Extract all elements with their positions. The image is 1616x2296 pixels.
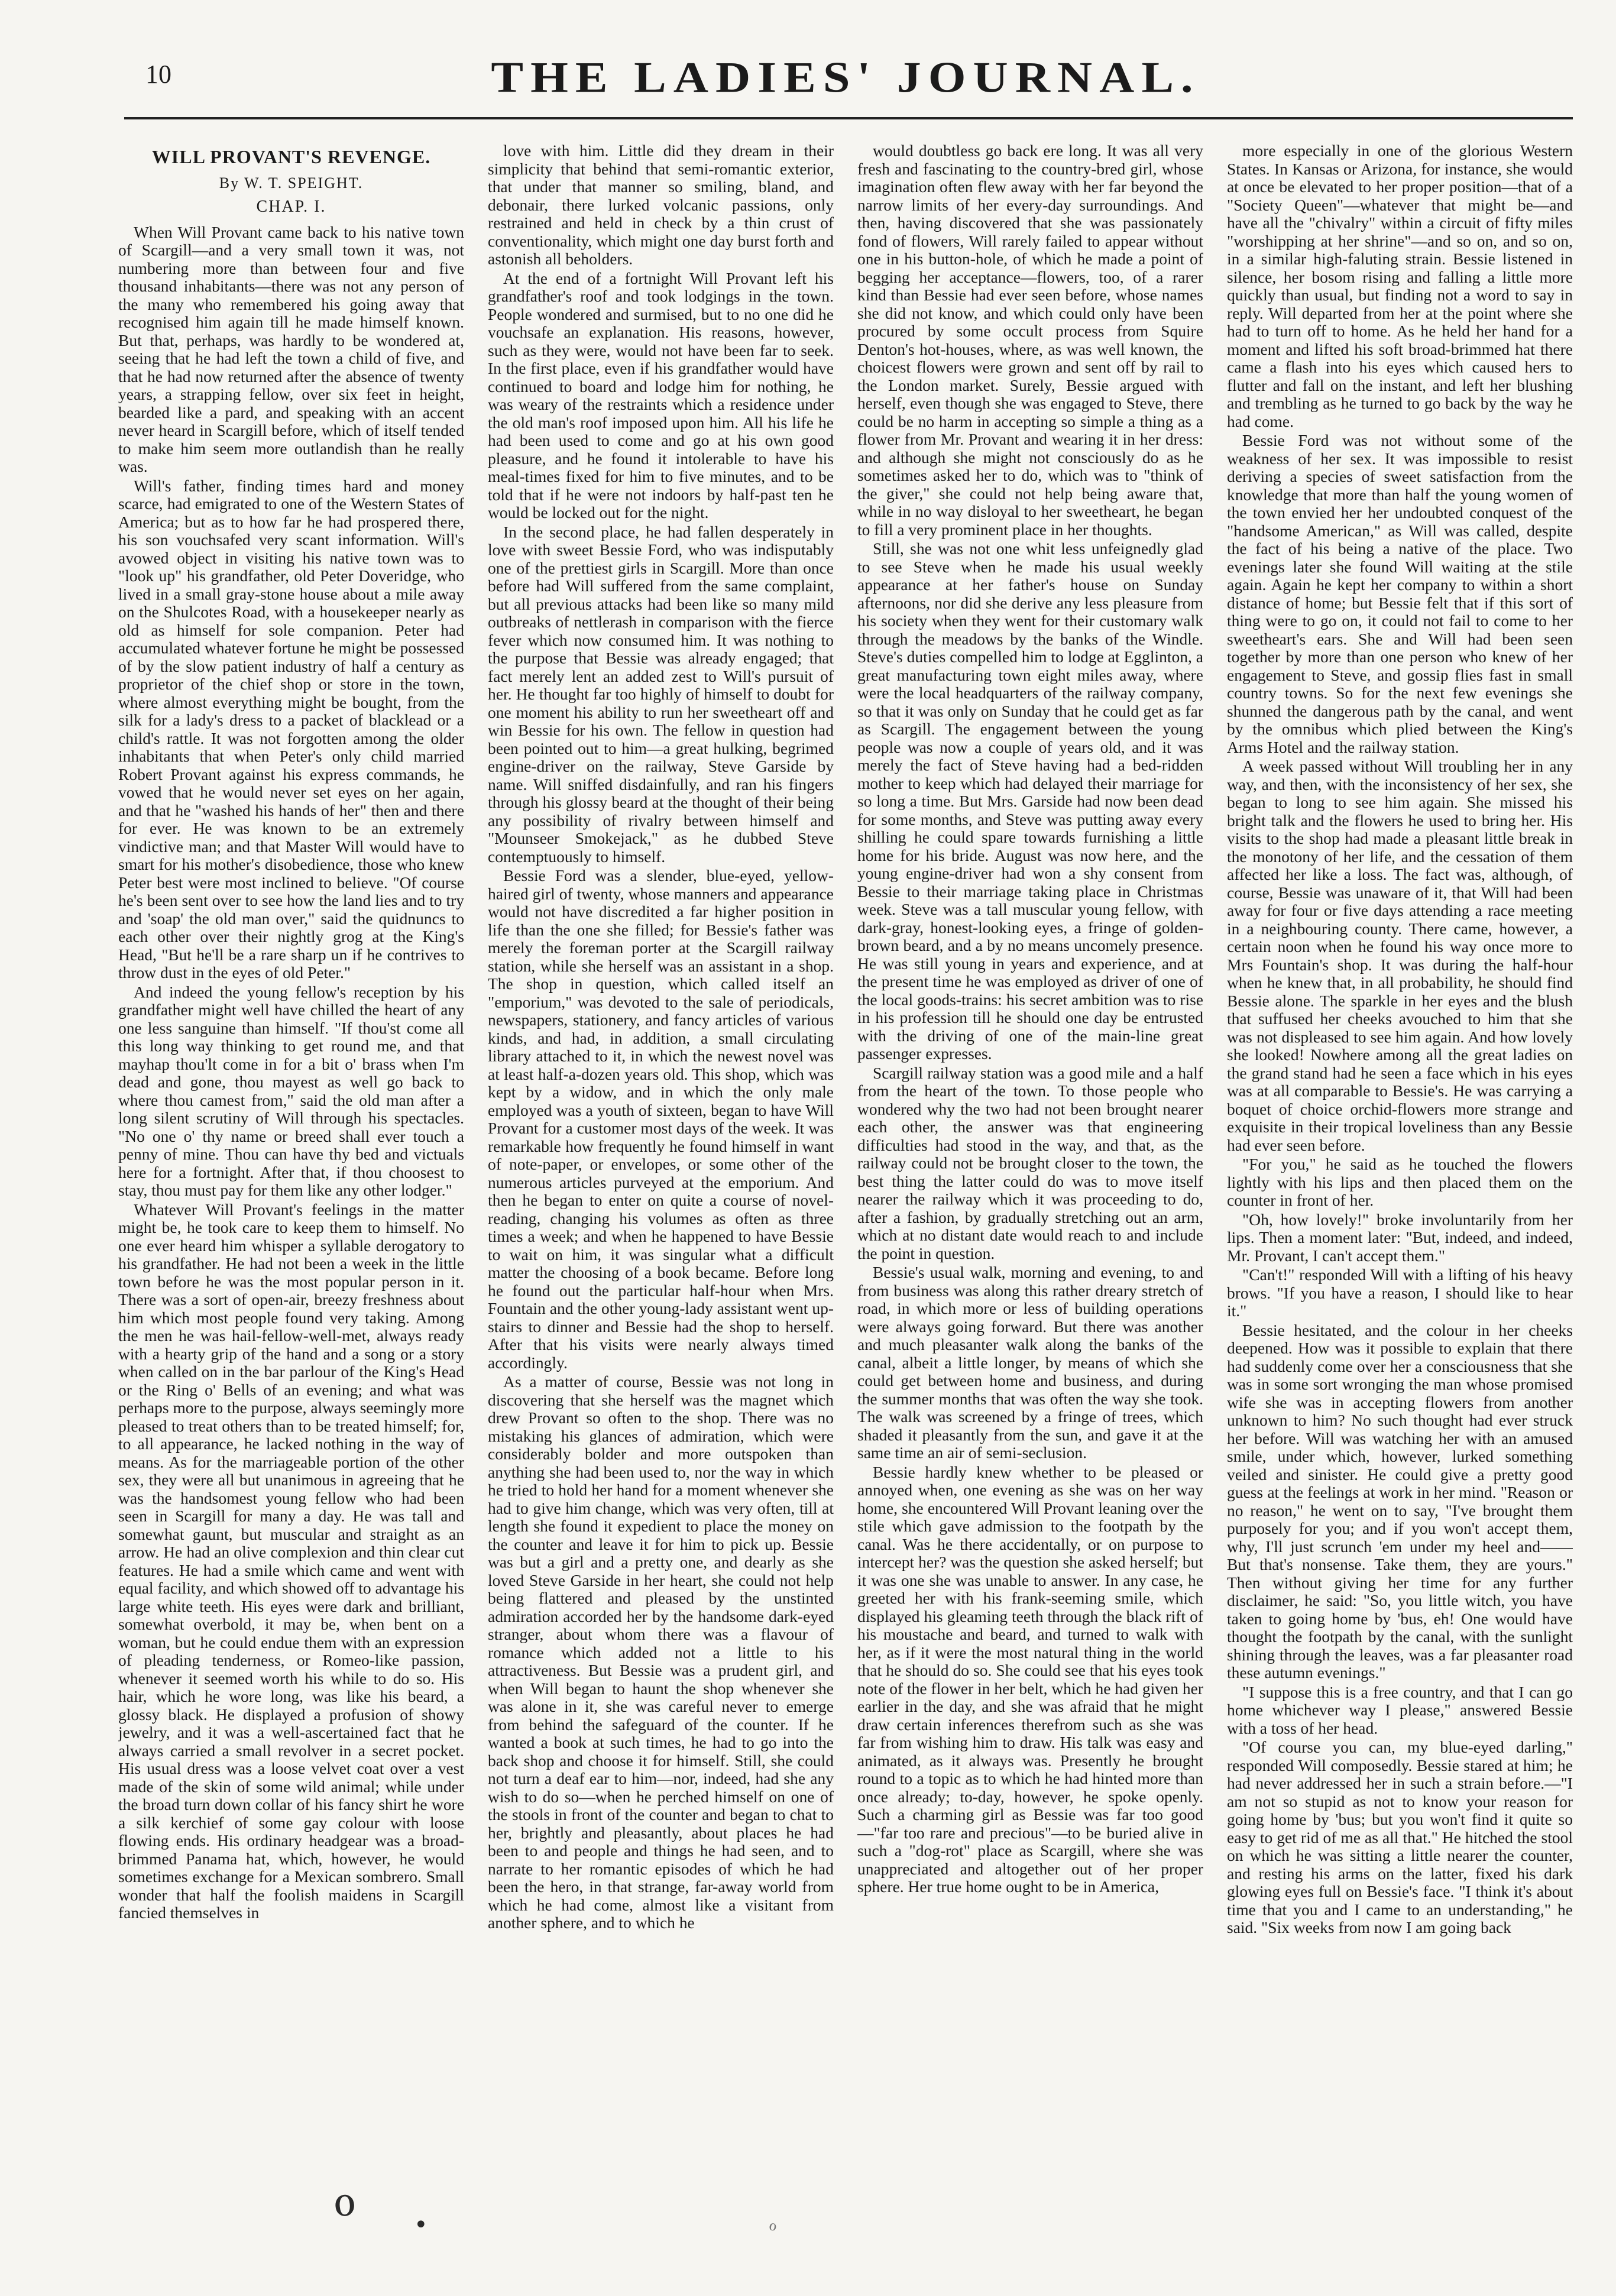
paragraph: Bessie hardly knew whether to be pleased or annoyed when, one evening as she was on her way home, she encountered Will Provant leaning over the stile which gave admission to the footpath by the canal. Was he there accidentally, or on purpose to intercept her? was the question she asked herself; but it was one she was unable to answer. In any case, he greeted her with his frank-seeming smile, which displayed his gleaming teeth through the black rift of his moustache and beard, and turned to walk with her, as if it were the most natural thing in the world that he should do so. She could see that his eyes took note of the flower in her belt, which he had given her earlier in the day, and she was afraid that he might draw certain inferences therefrom such as she was far from wishing him to draw. His talk was easy and animated, as it always was. Presently he brought round to a topic as to which he had hinted more than once already; to-day, however, he spoke openly. Such a charming girl as Bessie was far too good—"far too rare and precious"—to be buried alive in such a "dog-rot" place as Scargill, where she was unappreciated and altogether out of her proper sphere. Her true home ought to be in America, <box>857 1462 1203 1896</box>
ink-mark: ℴ <box>769 2214 777 2235</box>
paragraph: Bessie Ford was a slender, blue-eyed, yellow-haired girl of twenty, whose manners and appearance would not have discredited a far higher position in life than the one she filled; for Bessie's father was merely the foreman porter at the Scargill railway station, while she herself was an assistant in a shop. The shop in question, which called itself an "emporium," was devoted to the sale of periodicals, newspapers, stationery, and fancy articles of various kinds, and had, in addition, a small circulating library attached to it, in which the newest novel was at least half-a-dozen years old. This shop, which was kept by a widow, and in which the only male employed was a youth of sixteen, began to have Will Provant for a customer most days of the week. It was remarkable how frequently he found himself in want of note-paper, or envelopes, or some other of the numerous articles purveyed at the emporium. And then he began to enter on quite a course of novel-reading, changing his volumes as often as three times a week; and when he happened to have Bessie to wait on him, it was singular what a difficult matter the choosing of a book became. Before long he found out the particular half-hour when Mrs. Fountain and the other young-lady assistant went up-stairs to dinner and Bessie had the shop to herself. After that his visits were nearly always timed accordingly. <box>488 866 834 1372</box>
paragraph: would doubtless go back ere long. It was all very fresh and fascinating to the country-bred girl, whose imagination often flew away with her far beyond the narrow limits of her every-day surroundings. And then, having discovered that she was passionately fond of flowers, Will rarely failed to appear without one in his button-hole, of which he made a point of begging her acceptance—flowers, too, of a rarer kind than Bessie had ever seen before, whose names she did not know, and which could only have been procured by some occult process from Squire Denton's hot-houses, where, as was well known, the choicest flowers were grown and sent off by rail to the London market. Surely, Bessie argued with herself, even though she was engaged to Steve, there could be no harm in accepting so simple a thing as a flower from Mr. Provant and wearing it in her dress: and although she might not consciously do as he sometimes asked her to do, which was to "think of the giver," she could not help being aware that, while in no way disloyal to her sweetheart, he began to fill a very prominent place in her thoughts. <box>857 142 1203 539</box>
paragraph: Still, she was not one whit less unfeignedly glad to see Steve when he made his usual weekly appearance at her father's house on Sunday afternoons, nor did she derive any less pleasure from his society when they went for their customary walk through the meadows by the banks of the Windle. Steve's duties compelled him to lodge at Egglinton, a great manufacturing town eight miles away, where were the local headquarters of the railway company, so that it was only on Sunday that he could get as far as Scargill. The engagement between the young people was now a couple of years old, and it was merely the fact of Steve having had a bed-ridden mother to keep which had delayed their marriage for so long a time. But Mrs. Garside had now been dead for some months, and Steve was putting away every shilling he could spare towards furnishing a little home for his bride. August was now here, and the young engine-driver had won a shy consent from Bessie to their marriage taking place in Christmas week. Steve was a tall muscular young fellow, with dark-gray, honest-looking eyes, a fringe of golden-brown beard, and a by no means uncomely presence. He was still young in years and experience, and at the present time he was employed as driver of one of the local goods-trains: his secret ambition was to rise in his profession till he should one day be entrusted with the driving of one of the main-line great passenger expresses. <box>857 539 1203 1063</box>
column-1 <box>118 142 464 2247</box>
column-2 <box>488 142 834 2247</box>
paragraph: At the end of a fortnight Will Provant left his grandfather's roof and took lodgings in the town. People wondered and surmised, but to no one did he vouchsafe an explanation. His reasons, however, such as they were, would not have been far to seek. In the first place, even if his grandfather would have continued to board and lodge him for nothing, he was weary of the restraints which a residence under the old man's roof imposed upon him. All his life he had been used to come and go at his own good pleasure, and he found it intolerable to have his meal-times fixed for him to five minutes, and to be told that if he were not indoors by half-past ten he would be locked out for the night. <box>488 268 834 522</box>
column-4 <box>1227 142 1573 2247</box>
story-title: WILL PROVANT'S REVENGE. <box>151 146 431 167</box>
paragraph: Bessie's usual walk, morning and evening, to and from business was along this rather dreary stretch of road, in which more or less of building operations were always going forward. But there was another and much pleasanter walk along the banks of the canal, albeit a little longer, by means of which she could get between home and business, and during the summer months that was often the way she took. The walk was screened by a fringe of trees, which shaded it pleasantly from the sun, and gave it at the same time an air of semi-seclusion. <box>857 1263 1203 1462</box>
paragraph: Will's father, finding times hard and money scarce, had emigrated to one of the Western States of America; but as to how far he had prospered there, his son vouchsafed very scant information. Will's avowed object in visiting his native town was to "look up" his grandfather, old Peter Doveridge, who lived in a small gray-stone house about a mile away on the Shulcotes Road, with a housekeeper nearly as old as himself for sole companion. Peter had accumulated whatever fortune he might be possessed of by the slow patient industry of half a century as proprietor of the chief shop or store in the town, where almost everything might be bought, from the silk for a lady's dress to a packet of blacklead or a child's rattle. It was not forgotten among the older inhabitants that when Peter's only child married Robert Provant against his express commands, he vowed that he would never set eyes on her again, and that he "washed his hands of her" then and there for ever. He was known to be an extremely vindictive man; and that Master Will would have to smart for his mother's disobedience, those who knew Peter best were most inclined to believe. "Of course he's been sent over to see how the land lies and to try and 'soap' the old man over," said the quidnuncs to each other over their nightly grog at the King's Head, "But he'll be a rare sharp un if he contrives to throw dust in the eyes of old Peter." <box>118 476 464 982</box>
ink-dot: • <box>414 2211 428 2239</box>
header-rule <box>124 117 1573 119</box>
paragraph: Scargill railway station was a good mile and a half from the heart of the town. To those people who wondered why the two had not been brought nearer each other, the answer was that engineering difficulties had stood in the way, and that, as the railway could not be brought closer to the town, the best thing the latter could do was to move itself nearer the railway which it was proceeding to do, after a fashion, by gradually stretching out an arm, which at no distant date would reach to and include the point in question. <box>857 1063 1203 1262</box>
paragraph: Bessie hesitated, and the colour in her cheeks deepened. How was it possible to explain that there had suddenly come over her a consciousness that she was in some sort wronging the man whose promised wife she was in accepting flowers from another unknown to him? No such thought had ever struck her before. Will was watching her with an amused smile, under which, however, lurked something veiled and sinister. He could give a pretty good guess at the feelings at work in her mind. "Reason or no reason," he went on to say, "I've brought them purposely for you; and if you won't accept them, why, I'll just scrunch 'em under my heel and—— But that's nonsense. Take them, they are yours." Then without giving her time for any further disclaimer, he said: "So, you little witch, you have taken to going home by 'bus, eh! One would have thought the footpath by the canal, with the sunlight shining through the leaves, was a far pleasanter road these autumn evenings." <box>1227 1320 1573 1682</box>
paragraph: As a matter of course, Bessie was not long in discovering that she herself was the magnet which drew Provant so often to the shop. There was no mistaking his glances of admiration, which were considerably bolder and more outspoken than anything she had been used to, nor the way in which he tried to hold her hand for a moment whenever she had to give him change, which was very often, till at length she found it expedient to place the money on the counter and leave it for him to pick up. Bessie was but a girl and a pretty one, and dearly as she loved Steve Garside in her heart, she could not help being flattered and pleased by the unstinted admiration accorded her by the handsome dark-eyed stranger, about whom there was a flavour of romance which added not a little to his attractiveness. But Bessie was a prudent girl, and when Will began to haunt the shop whenever she was alone in it, she was careful never to emerge from behind the safeguard of the counter. If he wanted a book at such times, he had to go into the back shop and choose it for himself. Still, she could not turn a deaf ear to him—nor, indeed, had she any wish to do so—when he perched himself on one of the stools in front of the counter and began to chat to her, brightly and pleasantly, about places he had been to and people and things he had seen, and to narrate to her romantic episodes of which he had been the hero, in that strange, far-away world from which he had come, almost like a visitant from another sphere, and to which he <box>488 1372 834 1932</box>
paragraph: When Will Provant came back to his native town of Scargill—and a very small town it was, not numbering more than between four and five thousand inhabitants—there was not any person of the many who remembered his going away that recognised him again till he made himself known. But that, perhaps, was hardly to be wondered at, seeing that he had left the town a child of five, and that he had now returned after the absence of twenty years, a strapping fellow, over six feet in height, bearded like a pard, and speaking with an accent never heard in Scargill before, which of itself tended to make him seem more outlandish than he really was. <box>118 222 464 475</box>
chapter-heading: CHAP. I. <box>256 197 326 216</box>
story-byline: By W. T. SPEIGHT. <box>219 174 364 192</box>
paragraph: "I suppose this is a free country, and that I can go home whichever way I please," answered Bessie with a toss of her head. <box>1227 1682 1573 1737</box>
newspaper-page <box>118 41 1573 2265</box>
paragraph: more especially in one of the glorious Western States. In Kansas or Arizona, for instance, she would at once be elevated to her proper position—that of a "Society Queen"—whatever that might be—and have all the "chivalry" within a circuit of fifty miles "worshipping at her shrine"—and so on, and so on, in a similar high-faluting strain. Bessie listened in silence, her bosom rising and falling a little more quickly than usual, but finding not a word to say in reply. Will departed from her at the point where she had to turn off to home. As he held her hand for a moment and lifted his soft broad-brimmed hat there came a flash into his eyes which caused hers to flutter and fall on the instant, and left her blushing and trembling as he turned to go back by the way he had come. <box>1227 142 1573 430</box>
journal-title: THE LADIES' JOURNAL. <box>491 53 1200 102</box>
paragraph: A week passed without Will troubling her in any way, and then, with the inconsistency of her sex, she began to long to see him again. She missed his bright talk and the flowers he used to bring her. His visits to the shop had made a pleasant little break in the monotony of her life, and the cessation of them affected her like a loss. The fact was, although, of course, Bessie was unaware of it, that Will had been away for four or five days attending a race meeting in a neighbouring county. There came, however, a certain noon when he found his way once more to Mrs Fountain's shop. It was during the half-hour when he knew that, in all probability, he should find Bessie alone. The sparkle in her eyes and the blush that suffused her cheeks avouched to him that she was not displeased to see him again. And how lovely she looked! Nowhere among all the great ladies on the grand stand had he seen a face which in his eyes was at all comparable to Bessie's. He was carrying a boquet of choice orchid-flowers more strange and exquisite in their tropical loveliness than any Bessie had ever seen before. <box>1227 757 1573 1154</box>
paragraph: In the second place, he had fallen desperately in love with sweet Bessie Ford, who was indisputably one of the prettiest girls in Scargill. More than once before had Will suffered from the same complaint, but all previous attacks had been like so many mild outbreaks of nettlerash in comparison with the fierce fever which now consumed him. It was nothing to the purpose that Bessie was already engaged; that fact merely lent an added zest to Will's pursuit of her. He thought far too highly of himself to doubt for one moment his ability to run her sweetheart off and win Bessie for his own. The fellow in question had been pointed out to him—a great hulking, begrimed engine-driver on the railway, Steve Garside by name. Will sniffed disdainfully, and ran his fingers through his glossy beard at the thought of their being any possibility of rivalry between himself and "Mounseer Smokejack," as he dubbed Steve contemptuously to himself. <box>488 522 834 866</box>
paragraph: "Oh, how lovely!" broke involuntarily from her lips. Then a moment later: "But, indeed, and indeed, Mr. Provant, I can't accept them." <box>1227 1210 1573 1265</box>
paragraph: And indeed the young fellow's reception by his grandfather might well have chilled the heart of any one less sanguine than himself. "If thou'st come all this long way thinking to get round me, and that mayhap thou'lt come in for a bit o' brass when I'm dead and gone, thou mayest as well go back to where thou camest from," said the old man after a long silent scrutiny of Will through his spectacles. "No one o' thy name or breed shall ever touch a penny of mine. Thou can have thy bed and victuals here for a fortnight. After that, if thou choosest to stay, thou must pay for them like any other lodger." <box>118 982 464 1199</box>
paragraph: Bessie Ford was not without some of the weakness of her sex. It was impossible to resist deriving a species of sweet satisfaction from the knowledge that more than half the young women of the town envied her her undoubted conquest of the "handsome American," as Will was called, despite the fact of his being a native of the place. Two evenings later she found Will waiting at the stile again. Again he kept her company to within a short distance of home; but Bessie felt that if this sort of thing were to go on, it could not fail to come to her sweetheart's ears. She and Will had been seen together by more than one person who knew of her engagement to Steve, and gossip flies fast in small country towns. So for the next few evenings she shunned the dangerous path by the canal, and went by the omnibus which plied between the King's Arms Hotel and the railway station. <box>1227 431 1573 756</box>
text-columns <box>118 142 1573 2247</box>
masthead <box>118 41 1573 124</box>
paragraph: love with him. Little did they dream in their simplicity that behind that semi-romantic exterior, that under that manner so smiling, bland, and debonair, there lurked volcanic passions, only restrained and held in check by a thin crust of conventionality, which might one day burst forth and astonish all beholders. <box>488 142 834 268</box>
column-3 <box>857 142 1203 2247</box>
paragraph: "Of course you can, my blue-eyed darling," responded Will composedly. Bessie stared at him; he had never addressed her in such a strain before.—"I am not so stupid as not to know your reason for going home by 'bus; but you won't find it quite so easy to get rid of me as all that." He hitched the stool on which he was sitting a little nearer the counter, and resting his arms on the latter, fixed his dark glowing eyes full on Bessie's face. "I think it's about time that you and I came to an understanding," he said. "Six weeks from now I am going back <box>1227 1738 1573 1936</box>
paragraph: "Can't!" responded Will with a lifting of his heavy brows. "If you have a reason, I should like to hear it." <box>1227 1265 1573 1320</box>
page-number: 10 <box>145 60 171 89</box>
paragraph: "For you," he said as he touched the flowers lightly with his lips and then placed them on the counter in front of her. <box>1227 1155 1573 1209</box>
ink-smudge: ℴ <box>325 2165 361 2230</box>
paragraph: Whatever Will Provant's feelings in the matter might be, he took care to keep them to himself. No one ever heard him whisper a syllable derogatory to his grandfather. He had not been a week in the little town before he was the most popular person in it. There was a sort of open-air, breezy freshness about him which most people found very taking. Among the men he was hail-fellow-well-met, always ready with a hearty grip of the hand and a song or a story when called on in the bar parlour of the King's Head or the Ring o' Bells of an evening; and what was perhaps more to the purpose, always seemingly more pleased to treat others than to be treated himself; for, to all appearance, he lacked nothing in the way of means. As for the marriageable portion of the other sex, they were all but unanimous in agreeing that he was the handsomest young fellow who had been seen in Scargill for many a day. He was tall and somewhat gaunt, but muscular and straight as an arrow. He had an olive complexion and thin clear cut features. He had a smile which came and went with equal facility, and which showed off to advantage his large white teeth. His eyes were dark and brilliant, somewhat overbold, it may be, when bent on a woman, but he could endue them with an expression of pleading tenderness, or Romeo-like passion, whenever it seemed worth his while to do so. His hair, which he wore long, was like his beard, a glossy black. He displayed a profusion of showy jewelry, and it was a well-ascertained fact that he always carried a small revolver in a secret pocket. His usual dress was a loose velvet coat over a vest made of the skin of some wild animal; while under the broad turn down collar of his fancy shirt he wore a silk kerchief of some gay colour with loose flowing ends. His ordinary headgear was a broad-brimmed Panama hat, which, however, he would sometimes exchange for a Mexican sombrero. Small wonder that half the foolish maidens in Scargill fancied themselves in <box>118 1200 464 1922</box>
